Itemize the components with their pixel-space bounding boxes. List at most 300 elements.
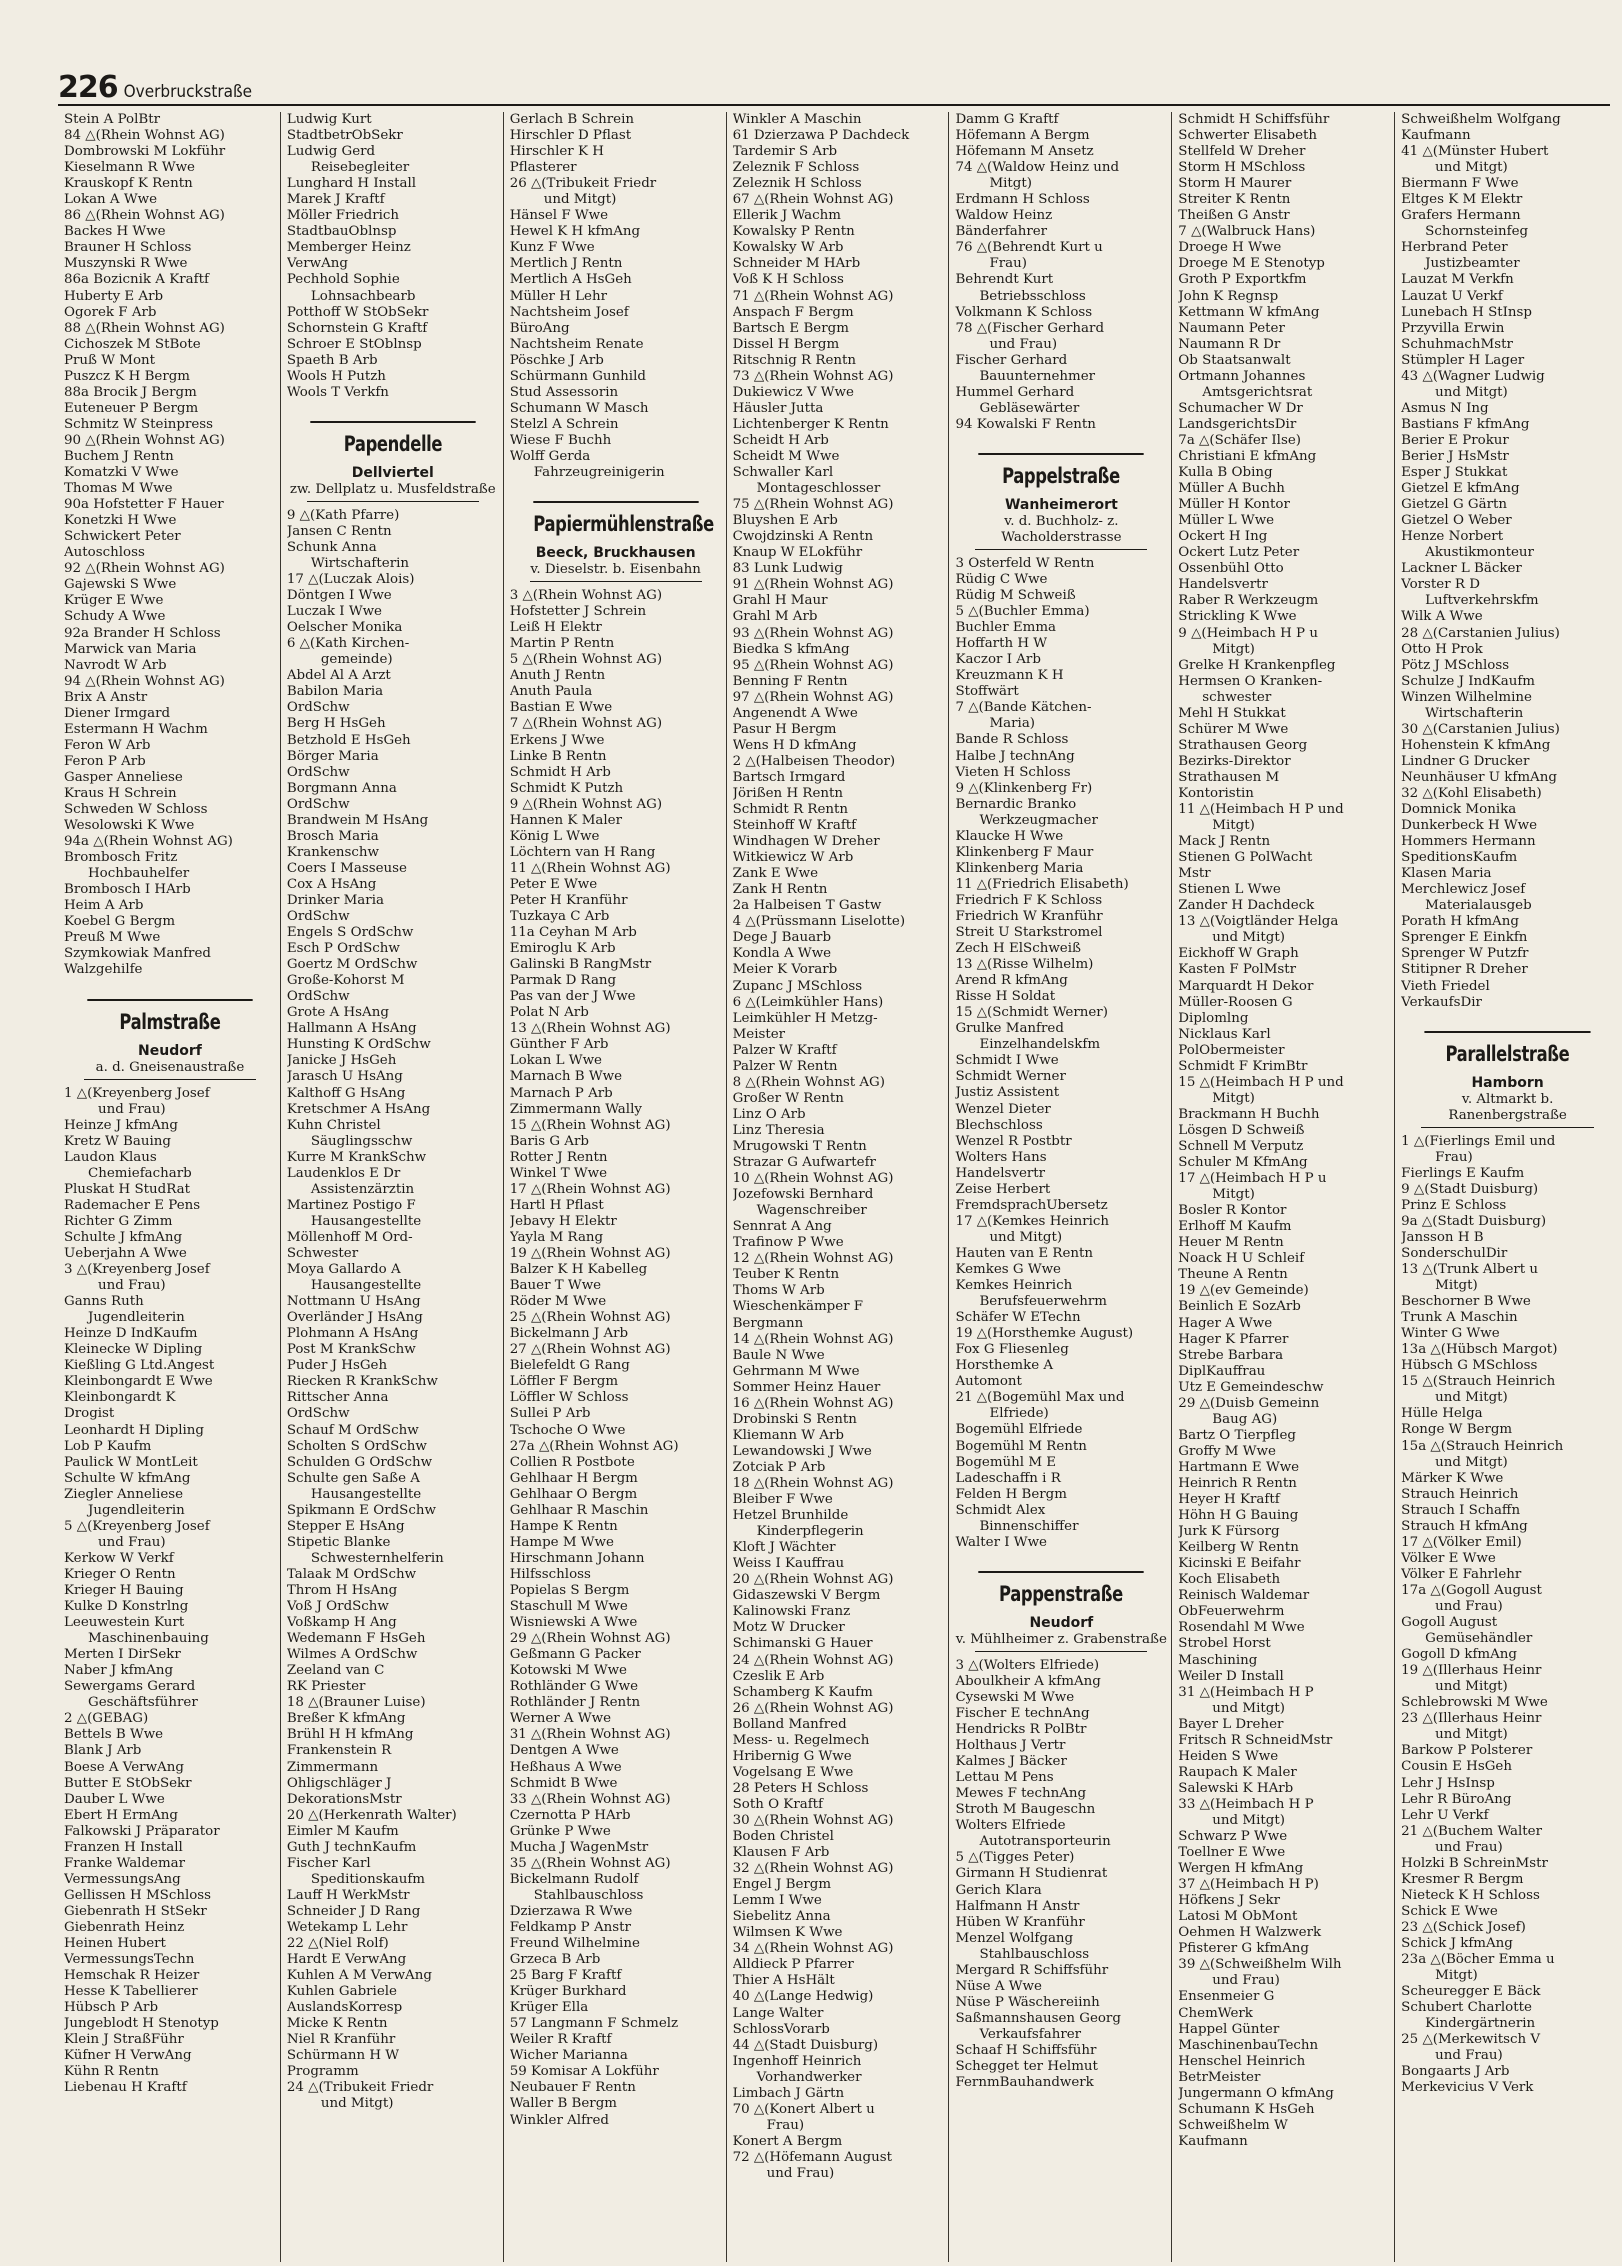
directory-entry: 84 △(Rhein Wohnst AG) [64,128,225,144]
directory-entry: Bogemühl M Rentn [955,1438,1087,1454]
directory-entry: Cwojdzinski A Rentn [732,529,874,545]
directory-entry: Schwerter Elisabeth [1178,128,1318,144]
directory-entry: Kuhlen A M VerwAng [286,1968,432,1984]
directory-entry: Scheidt H Arb [732,432,829,448]
directory-entry: Löffler W Schloss [509,1390,629,1406]
directory-entry: Winkler A Maschin [732,112,862,127]
directory-entry: Kaufmann [1178,2133,1248,2149]
directory-entry: Lauzat M Verkfn [1401,272,1514,288]
directory-entry: Heuer M Rentn [1178,1235,1284,1251]
directory-entry: Klinkenberg Maria [955,860,1084,876]
directory-entry: Hauten van E Rentn [955,1245,1094,1261]
directory-entry: Schubert Charlotte [1401,2000,1532,2016]
directory-entry: Marwick van Maria [64,641,197,657]
directory-entry: Bongaarts J Arb [1401,2064,1510,2080]
directory-entry: Heßhaus A Wwe [509,1759,622,1775]
directory-entry: und Mitgt) [1435,1727,1508,1743]
directory-entry: Müller L Wwe [1178,513,1275,529]
directory-entry: 11 △(Rhein Wohnst AG) [509,860,671,876]
directory-entry: Bluyshen E Arb [732,513,838,529]
street-range-note: v. d. Buchholz- z. Wacholderstrasse [1001,513,1122,545]
directory-entry: Noack H U Schleif [1178,1251,1305,1267]
directory-entry: Pfisterer G kfmAng [1178,1941,1309,1957]
directory-entry: Domnick Monika [1401,802,1517,818]
directory-entry: Programm [286,2064,359,2080]
directory-entry: 20 △(Herkenrath Walter) [286,1807,457,1823]
directory-entry: 18 △(Rhein Wohnst AG) [732,1475,894,1491]
directory-entry: Stipetic Blanke [286,1534,391,1550]
directory-entry: Pluskat H StudRat [64,1181,190,1197]
directory-entry: Gellissen H MSchloss [64,1887,212,1903]
directory-entry: Ockert Lutz Peter [1178,545,1300,561]
directory-entry: Berg H HsGeh [286,716,386,732]
directory-entry: Risse H Soldat [955,989,1056,1005]
directory-entry: Mitgt) [1212,818,1255,834]
directory-entry: Esch P OrdSchw [286,941,400,957]
directory-entry: Vieth Friedel [1401,978,1490,994]
column-5 [949,112,1172,2262]
directory-entry: Paulick W MontLeit [64,1454,198,1470]
directory-entry: Lunebach H StInsp [1401,304,1533,320]
directory-entry: Groth P Exportkfm [1178,272,1307,288]
directory-entry: Strauch I Schaffn [1401,1502,1521,1518]
directory-entry: Märker K Wwe [1401,1470,1504,1486]
directory-entry: Horsthemke A [955,1358,1054,1374]
directory-entry: Kemkes Heinrich [955,1278,1073,1294]
directory-entry: Jörißen H Rentn [732,785,844,801]
directory-entry: Mitgt) [1212,1090,1255,1106]
directory-entry: 20 △(Rhein Wohnst AG) [732,1572,894,1588]
directory-entry: Bartz O Tierpfleg [1178,1427,1296,1443]
directory-entry: Handelsvertr [1178,577,1268,593]
directory-entry: Bogemühl M E [955,1454,1057,1470]
directory-entry: Volkmann K Schloss [955,304,1093,320]
directory-entry: Kemkes G Wwe [955,1262,1061,1277]
directory-entry: Palzer W Kraftf [732,1042,837,1058]
directory-entry: Stahlbauschloss [979,1946,1090,1962]
directory-entry: Pasur H Bergm [732,721,837,737]
directory-entry: Salewski K HArb [1178,1780,1294,1796]
directory-entry: Gidaszewski V Bergm [732,1588,881,1604]
directory-entry: Aboulkheir A kfmAng [955,1673,1101,1689]
directory-entry: Wirtschafterin [310,555,410,571]
directory-entry: Beschorner B Wwe [1401,1294,1531,1310]
directory-entry: Bergmann [732,1315,804,1331]
directory-entry: Gerich Klara [955,1882,1042,1898]
directory-entry: Weiss I Kauffrau [732,1556,845,1572]
directory-entry: Laudenklos E Dr [286,1165,401,1181]
directory-entry: Jozefowski Bernhard [732,1187,874,1203]
directory-entry: Coers I Masseuse [286,860,407,876]
directory-entry: Mertlich J Rentn [509,256,623,272]
directory-entry: Schudy A Wwe [64,609,166,625]
directory-entry: Frankenstein R [286,1743,392,1759]
directory-entry: Sommer Heinz Hauer [732,1379,881,1395]
directory-entry: 67 △(Rhein Wohnst AG) [732,192,894,208]
directory-entry: Thoms W Arb [732,1283,825,1299]
directory-entry: Grzeca B Arb [509,1952,601,1968]
directory-entry: Fahrzeugreinigerin [533,465,665,481]
directory-entry: 2a Halbeisen T Gastw [732,898,882,914]
directory-entry: Klausen F Arb [732,1845,830,1861]
directory-entry: Bauer T Wwe [509,1278,602,1294]
directory-entry: Janicke J HsGeh [286,1053,397,1069]
directory-entry: 15 △(Strauch Heinrich [1401,1374,1556,1390]
directory-entry: Speditionskaufm [310,1871,425,1887]
directory-entry: Blank J Arb [64,1743,142,1759]
directory-entry: Trunk A Maschin [1401,1310,1518,1326]
directory-entry: Goertz M OrdSchw [286,957,418,973]
directory-entry: Bauunternehmer [979,368,1096,384]
page-number: 226 [58,70,118,105]
directory-entry: Moya Gallardo A [286,1262,401,1278]
directory-entry: Akustikmonteur [1425,545,1534,561]
directory-entry: Tardemir S Arb [732,144,838,160]
directory-entry: 93 △(Rhein Wohnst AG) [732,625,894,641]
directory-entry: Bänderfahrer [955,224,1048,240]
directory-entry: Windhagen W Dreher [732,834,880,850]
directory-entry: Theißen G Anstr [1178,208,1290,224]
directory-entry: Happel Günter [1178,2021,1280,2037]
directory-entry: Bayer L Dreher [1178,1716,1284,1732]
directory-entry: Kresmer R Bergm [1401,1871,1524,1887]
directory-entry: Ueberjahn A Wwe [64,1246,187,1261]
directory-entry: Kunz F Wwe [509,240,595,256]
directory-entry: Navrodt W Arb [64,657,167,673]
directory-entry: SchuhmachMstr [1401,336,1513,352]
directory-entry: Konetzki H Wwe [64,513,177,529]
directory-entry: ChemWerk [1178,2005,1253,2021]
directory-entry: Bosler R Kontor [1178,1203,1287,1219]
directory-entry: und Mitgt) [1435,1454,1508,1470]
directory-entry: Hampe K Rentn [509,1518,618,1534]
directory-entry: Gehlhaar H Bergm [509,1470,638,1486]
directory-entry: Post M KrankSchw [286,1342,416,1358]
directory-entry: König L Wwe [509,828,600,844]
directory-entry: Schornsteinfeg [1425,224,1529,240]
directory-entry: 88 △(Rhein Wohnst AG) [64,320,225,336]
directory-entry: Großer W Rentn [732,1090,844,1106]
directory-entry: Schürmann H W [286,2048,400,2064]
directory-entry: Bartsch Irmgard [732,769,846,785]
directory-entry: Gietzel O Weber [1401,513,1512,529]
directory-entry: Oehmen H Walzwerk [1178,1925,1322,1941]
directory-entry: Konert A Bergm [732,2133,843,2149]
directory-entry: Jurk K Fürsorg [1178,1524,1280,1540]
directory-entry: Krankenschw [286,844,379,860]
directory-entry: 92 △(Rhein Wohnst AG) [64,561,225,577]
directory-entry: MaschinenbauTechn [1178,2037,1319,2053]
directory-entry: Eickhoff W Graph [1178,946,1299,962]
directory-entry: Estermann H Wachm [64,721,208,737]
directory-entry: Zimmermann Wally [509,1101,642,1117]
directory-entry: Stelzl A Schrein [509,416,619,432]
district-name: Neudorf [138,1042,202,1059]
directory-entry: 94 △(Rhein Wohnst AG) [64,673,225,689]
directory-entry: 19 △(Illerhaus Heinr [1401,1663,1542,1679]
directory-entry: Euteneuer P Bergm [64,400,199,416]
directory-entry: Strickling K Wwe [1178,609,1297,625]
directory-entry: 29 △(Rhein Wohnst AG) [509,1631,671,1647]
directory-entry: Alldieck P Pfarrer [732,1957,854,1973]
directory-entry: 37 △(Heimbach H P) [1178,1877,1319,1893]
directory-entry: Schürer M Wwe [1178,721,1289,737]
directory-entry: Niel R Kranführ [286,2032,396,2048]
directory-entry: Kießling G Ltd.Angest [64,1358,215,1374]
directory-entry: Krieger H Bauing [64,1582,184,1598]
directory-entry: VermessungsAng [64,1871,181,1887]
directory-entry: 86 △(Rhein Wohnst AG) [64,208,225,224]
district-name: Wanheimerort [1004,496,1118,513]
directory-entry: Liebenau H Kraftf [64,2080,187,2096]
directory-entry: 94a △(Rhein Wohnst AG) [64,834,233,850]
directory-entry: Cox A HsAng [286,876,377,892]
directory-entry: Weiler R Kraftf [509,2032,612,2048]
directory-entry: Dukiewicz V Wwe [732,384,854,400]
directory-entry: Wiese F Buchh [509,432,612,448]
directory-entry: Kaufmann [1401,128,1471,144]
directory-entry: Bleiber F Wwe [732,1492,833,1508]
directory-entry: und Frau) [766,2166,835,2181]
directory-entry: Heinrich R Rentn [1178,1475,1297,1491]
directory-entry: Blechschloss [955,1117,1043,1133]
directory-entry: Rosendahl M Wwe [1178,1620,1305,1636]
directory-entry: Storm H Maurer [1178,176,1292,192]
directory-entry: Abdel Al A Arzt [286,668,391,684]
directory-entry: Gajewski S Wwe [64,577,177,593]
directory-entry: Lehr R BüroAng [1401,1791,1512,1807]
directory-entry: Schweißhelm W [1178,2117,1288,2133]
directory-entry: und Frau) [1212,1973,1280,1989]
directory-entry: Leiß H Elektr [509,620,602,636]
directory-entry: Hirschler D Pflast [509,128,632,144]
directory-entry: Schmidt R Rentn [732,802,849,818]
directory-entry: 19 △(Horsthemke August) [955,1326,1134,1342]
directory-entry: Nachtsheim Josef [509,304,629,320]
directory-entry: Ockert H Ing [1178,529,1268,545]
directory-entry: Hausangestellte [310,1486,422,1502]
directory-entry: Wolters Elfriede [955,1818,1066,1834]
directory-entry: und Frau) [98,1278,166,1294]
directory-entry: Hesse K Tabellierer [64,1984,198,2000]
directory-entry: 95 △(Rhein Wohnst AG) [732,657,894,673]
directory-entry: 11 △(Friedrich Elisabeth) [955,876,1129,892]
directory-entry: Menzel Wolfgang [955,1930,1074,1946]
directory-entry: 57 Langmann F Schmelz [509,2016,679,2032]
directory-entry: 3 Osterfeld W Rentn [955,555,1095,571]
directory-entry: Giebenrath H StSekr [64,1903,207,1919]
directory-entry: Kalmes J Bäcker [955,1754,1067,1770]
directory-entry: Grahl M Arb [732,609,818,625]
directory-entry: Fischer Karl [286,1855,371,1871]
directory-entry: Boese A VerwAng [64,1759,184,1775]
directory-entry: Peter H Kranführ [509,892,628,908]
directory-entry: Kloft J Wächter [732,1540,836,1556]
directory-entry: Krüger Burkhard [509,1984,627,2000]
directory-entry: Kondla A Wwe [732,946,832,962]
directory-entry: Zander H Dachdeck [1178,898,1315,914]
directory-entry: Schumann W Masch [509,400,649,416]
directory-entry: 10 △(Rhein Wohnst AG) [732,1171,894,1187]
directory-entry: Fierlings E Kaufm [1401,1165,1525,1181]
directory-entry: Giebenrath Heinz [64,1919,185,1935]
directory-entry: Szymkowiak Manfred [64,946,211,962]
directory-entry: Walter I Wwe [955,1534,1047,1550]
directory-entry: Wilk A Wwe [1401,609,1483,625]
directory-entry: und Frau) [989,336,1058,352]
directory-entry: Elfriede) [989,1406,1049,1422]
directory-entry: Schroer E StOblnsp [286,336,422,352]
directory-entry: 83 Lunk Ludwig [732,561,843,577]
directory-entry: und Frau) [1435,2048,1503,2064]
directory-entry: Waller B Bergm [509,2096,617,2112]
directory-entry: Hartl H Pflast [509,1197,604,1213]
directory-entry: Steinhoff W Kraftf [732,818,857,834]
directory-entry: Bogemühl Elfriede [955,1422,1083,1438]
directory-entry: Vieten H Schloss [955,764,1071,780]
directory-entry: 3 △(Rhein Wohnst AG) [509,588,663,604]
directory-entry: 88a Brocik J Bergm [64,384,197,400]
directory-entry: Pas van der J Wwe [509,989,636,1005]
directory-entry: Brosch Maria [286,828,379,844]
directory-entry: Strauch Heinrich [1401,1486,1519,1502]
directory-entry: Zupanc J MSchloss [732,978,863,994]
directory-entry: Kleinbongardt K [64,1390,176,1406]
directory-entry: Lob P Kaufm [64,1438,152,1454]
directory-entry: Engel J Bergm [732,1877,832,1893]
directory-entry: Bickelmann Rudolf [509,1871,639,1887]
directory-entry: Weiler D Install [1178,1668,1284,1684]
directory-entry: Feron P Arb [64,753,146,769]
directory-entry: Leeuwestein Kurt [64,1615,185,1631]
directory-entry: Krüger Ella [509,2000,589,2016]
directory-entry: Franke Waldemar [64,1855,186,1871]
directory-entry: Hirschmann Johann [509,1550,645,1566]
directory-entry: Gogoll D kfmAng [1401,1647,1517,1663]
directory-entry: Hampe M Wwe [509,1534,614,1550]
directory-entry: 30 △(Carstanien Julius) [1401,721,1560,737]
directory-entry: Materialausgeb [1425,898,1532,914]
directory-entry: Baug AG) [1212,1411,1278,1427]
directory-entry: 7 △(Walbruck Hans) [1178,224,1316,240]
directory-entry: 13a △(Hübsch Margot) [1401,1342,1558,1358]
directory-entry: 94 Kowalski F Rentn [955,416,1096,432]
directory-entry: Gogoll August [1401,1615,1498,1631]
directory-entry: DekorationsMstr [286,1791,402,1807]
directory-entry: Laudon Klaus [64,1149,157,1165]
directory-entry: 76 △(Behrendt Kurt u [955,240,1103,256]
directory-entry: Maschinenbauing [88,1631,209,1647]
directory-entry: Müller-Roosen G [1178,994,1293,1010]
directory-entry: Strebe Barbara [1178,1347,1284,1363]
directory-entry: Pöschke J Arb [509,352,604,368]
directory-entry: 78 △(Fischer Gerhard [955,320,1105,336]
directory-entry: Falkowski J Präparator [64,1823,220,1839]
directory-entry: Merkevicius V Verk [1401,2080,1534,2096]
directory-entry: Prinz E Schloss [1401,1197,1507,1213]
directory-entry: Strazar G Aufwartefr [732,1155,876,1171]
directory-entry: VerwAng [286,256,348,272]
directory-entry: Schumann K HsGeh [1178,2101,1315,2117]
directory-entry: Bastian E Wwe [509,700,613,716]
directory-entry: Einzelhandelskfm [979,1037,1101,1053]
directory-entry: 32 △(Rhein Wohnst AG) [732,1861,894,1877]
directory-entry: Ossenbühl Otto [1178,561,1284,577]
district-name: Neudorf [1029,1614,1094,1631]
directory-entry: Schulden G OrdSchw [286,1454,433,1470]
directory-entry: Heinze D IndKaufm [64,1326,198,1342]
directory-entry: Meister [732,1026,786,1042]
directory-entry: Zeleznik H Schloss [732,176,862,192]
directory-entry: Diener Irmgard [64,705,171,721]
directory-entry: Meier K Vorarb [732,962,838,978]
directory-entry: Biermann F Wwe [1401,176,1519,192]
directory-entry: 4 △(Prüssmann Liselotte) [732,914,906,930]
directory-entry: Fischer Gerhard [955,352,1068,368]
directory-entry: Anspach F Bergm [732,304,854,320]
directory-entry: Klinkenberg F Maur [955,844,1094,860]
directory-entry: Sprenger W Putzfr [1401,946,1529,962]
street-range-note: v. Altmarkt b. Ranenbergstraße [1448,1091,1567,1123]
directory-entry: Stitipner R Dreher [1401,962,1528,978]
directory-entry: Ronge W Bergm [1401,1422,1513,1438]
directory-entry: Arend R kfmAng [955,973,1068,989]
directory-entry: Friedrich F K Schloss [955,892,1103,908]
directory-entry: Schwickert Peter [64,529,181,545]
directory-entry: Jansen C Rentn [286,523,392,539]
directory-entry: Brombosch Fritz [64,850,178,866]
directory-entry: Kowalsky P Rentn [732,224,855,240]
directory-entry: Rothländer J Rentn [509,1695,641,1711]
directory-entry: Stepper E HsAng [286,1518,405,1534]
directory-entry: Merten I DirSekr [64,1647,181,1663]
directory-entry: Christiani E kfmAng [1178,448,1317,464]
directory-entry: Ludwig Kurt [286,112,372,127]
directory-entry: Siebelitz Anna [732,1909,831,1925]
directory-entry: Lettau M Pens [955,1770,1054,1786]
directory-entry: Heinze J kfmAng [64,1117,179,1133]
directory-entry: Jungeblodt H Stenotyp [64,2016,219,2032]
directory-entry: Strauch H kfmAng [1401,1518,1528,1534]
directory-entry: 90a Hofstetter F Hauer [64,497,224,513]
directory-entry: Streit U Starkstromel [955,925,1103,941]
directory-entry: Hohenstein K kfmAng [1401,737,1551,753]
directory-entry: 72 △(Höfemann August [732,2149,892,2165]
directory-entry: 5 △(Rhein Wohnst AG) [509,652,663,668]
directory-entry: Scheuregger E Bäck [1401,1984,1541,2000]
directory-entry: und Mitgt) [1435,1679,1508,1695]
directory-entry: 17 △(Luczak Alois) [286,572,415,588]
directory-entry: Lehr J HsInsp [1401,1775,1495,1791]
directory-entry: Schneider M HArb [732,256,861,272]
directory-entry: Babilon Maria [286,684,384,700]
directory-entry: Memberger Heinz [286,240,411,256]
directory-entry: Pötz J MSchloss [1401,657,1510,673]
directory-entry: Ebert H ErmAng [64,1807,178,1823]
directory-entry: Mack J Rentn [1178,834,1271,850]
directory-entry: Gerlach B Schrein [509,112,635,127]
directory-entry: 21 △(Bogemühl Max und [955,1390,1125,1406]
directory-entry: 11a Ceyhan M Arb [509,925,637,941]
street-title: Papiermühlenstraße [533,501,698,541]
directory-entry: und Frau) [1435,1839,1503,1855]
directory-entry: Otto H Prok [1401,641,1483,657]
directory-entry: Ogorek F Arb [64,304,157,320]
directory-entry: Grafers Hermann [1401,208,1521,224]
directory-entry: Jebavy H Elektr [509,1213,617,1229]
directory-entry: Berier J HsMstr [1401,448,1509,464]
directory-entry: Brauner H Schloss [64,240,192,256]
